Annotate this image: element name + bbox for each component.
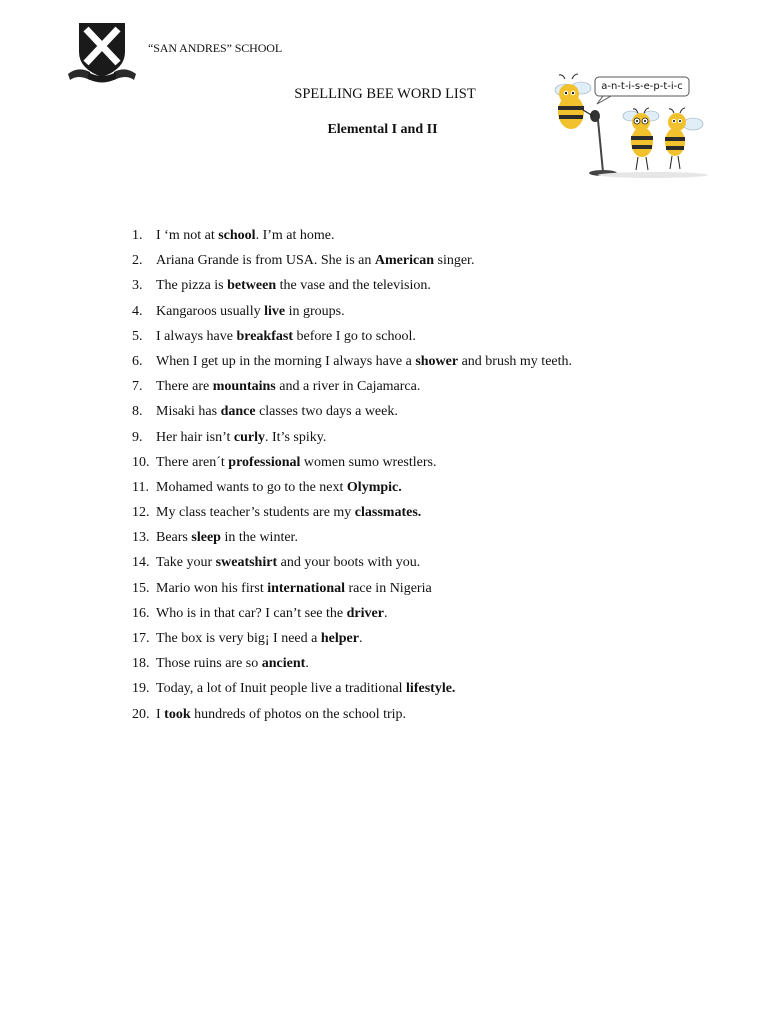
sentence-number: 5. (132, 328, 143, 344)
sentence-text-before: Who is in that car? I can’t see the (156, 605, 347, 621)
sentence-item (132, 525, 572, 550)
sentence-text-before: There are (156, 379, 213, 395)
sentence-number: 18. (132, 656, 150, 672)
sentence-item (132, 399, 572, 424)
sentence-text-after: women sumo wrestlers. (300, 454, 437, 470)
sentence-item (132, 425, 572, 450)
spelling-word: school (218, 228, 256, 243)
sentence-text-before: Those ruins are so (156, 656, 262, 672)
sentence-text-before: Take your (156, 555, 216, 571)
sentence-number: 7. (132, 379, 143, 395)
sentence-item (132, 576, 572, 601)
page-subtitle: Elemental I and II (327, 122, 438, 137)
sentence-number: 4. (132, 303, 143, 319)
sentence-number: 14. (132, 555, 150, 571)
sentence-text-after: . I’m at home. (255, 228, 335, 243)
sentence-text-before: Mario won his first (156, 580, 268, 596)
spelling-word: lifestyle. (406, 681, 456, 697)
sentence-item (132, 299, 572, 324)
sentence-item (132, 475, 572, 500)
sentence-number: 17. (132, 631, 150, 646)
sentence-list (132, 223, 572, 727)
spelling-word: between (227, 278, 277, 294)
sentence-number: 19. (132, 681, 150, 697)
sentence-item (132, 248, 572, 273)
sentence-number: 3. (132, 278, 143, 294)
sentence-item (132, 374, 572, 399)
sentence-item (132, 273, 572, 298)
sentence-item (132, 349, 572, 374)
sentence-text-before: Mohamed wants to go to the next (156, 479, 347, 495)
spelling-word: ancient (261, 656, 306, 672)
sentence-text-after: singer. (434, 253, 475, 269)
spelling-word: shower (415, 353, 459, 369)
sentence-number: 20. (132, 706, 150, 722)
sentence-text-after: before I go to school. (293, 328, 416, 344)
spelling-word: mountains (212, 379, 276, 395)
page-title: SPELLING BEE WORD LIST (294, 86, 476, 102)
sentence-text-before: The box is very big¡ I need a (156, 631, 321, 646)
sentence-text-before: Today, a lot of Inuit people live a traditional (156, 681, 407, 697)
sentence-item (132, 651, 572, 676)
sentence-number: 11. (132, 479, 149, 495)
spelling-word: sweatshirt (215, 555, 278, 571)
spelling-word: driver (346, 605, 384, 621)
sentence-number: 16. (132, 605, 150, 621)
sentence-text-after: . (358, 631, 363, 646)
sentence-item (132, 324, 572, 349)
sentence-number: 9. (132, 429, 143, 445)
sentence-text-before: Ariana Grande is from USA. She is an (156, 253, 375, 269)
sentence-text-before: The pizza is (156, 278, 228, 294)
spelling-word: American (374, 253, 434, 269)
speech-bubble-text: a-n-t-i-s-e-p-t-i-c (601, 81, 683, 92)
sentence-text-before: When I get up in the morning I always have a (156, 353, 416, 369)
spelling-word: dance (220, 404, 256, 420)
sentence-text-after: in groups. (285, 303, 345, 319)
sentence-text-after: hundreds of photos on the school trip. (190, 706, 407, 722)
spelling-word: breakfast (236, 328, 293, 344)
sentence-text-after: classes two days a week. (255, 404, 398, 420)
sentence-number: 13. (132, 530, 150, 546)
spelling-word: classmates. (354, 505, 422, 521)
spelling-word: live (264, 303, 286, 319)
spelling-word: curly (233, 429, 265, 445)
sentence-number: 8. (132, 404, 143, 420)
sentence-item (132, 702, 572, 727)
sentence-item (132, 676, 572, 701)
sentence-number: 1. (132, 228, 143, 243)
school-crest-icon (66, 22, 138, 84)
spelling-word: Olympic. (346, 479, 402, 495)
sentence-text-after: . (383, 605, 388, 621)
sentence-text-before: I ‘m not at (156, 228, 219, 243)
sentence-text-after: . It’s spiky. (265, 429, 327, 445)
sentence-text-after: in the winter. (220, 530, 298, 546)
sentence-number: 12. (132, 505, 150, 521)
sentence-number: 10. (132, 454, 150, 470)
sentence-item (132, 223, 572, 248)
spelling-word: sleep (191, 530, 221, 546)
sentence-number: 6. (132, 353, 143, 369)
sentence-item (132, 626, 572, 651)
sentence-item (132, 450, 572, 475)
school-name: “SAN ANDRES” SCHOOL (148, 41, 283, 55)
sentence-text-after: race in Nigeria (345, 580, 432, 596)
sentence-text-before: There aren´t (156, 454, 229, 470)
spelling-word: took (164, 706, 191, 722)
sentence-item (132, 550, 572, 575)
sentence-text-after: and your boots with you. (277, 555, 421, 571)
sentence-text-after: and brush my teeth. (458, 353, 573, 369)
sentence-text-before: Kangaroos usually (156, 303, 265, 319)
sentence-text-before: My class teacher’s students are my (156, 505, 355, 521)
sentence-text-after: and a river in Cajamarca. (275, 379, 421, 395)
sentence-text-before: I (156, 706, 165, 722)
sentence-text-after: . (305, 656, 309, 672)
spelling-word: professional (228, 454, 301, 470)
sentence-text-before: Bears (156, 530, 192, 546)
sentence-number: 15. (132, 580, 150, 596)
spelling-word: international (267, 580, 345, 596)
spelling-word: helper (320, 631, 359, 646)
sentence-text-before: Misaki has (156, 404, 221, 420)
sentence-text-before: Her hair isn’t (156, 429, 234, 445)
sentence-item (132, 500, 572, 525)
sentence-text-after: the vase and the television. (276, 278, 431, 294)
sentence-text-before: I always have (156, 328, 237, 344)
sentence-number: 2. (132, 253, 143, 269)
spelling-bee-illustration (543, 72, 713, 180)
sentence-item (132, 601, 572, 626)
